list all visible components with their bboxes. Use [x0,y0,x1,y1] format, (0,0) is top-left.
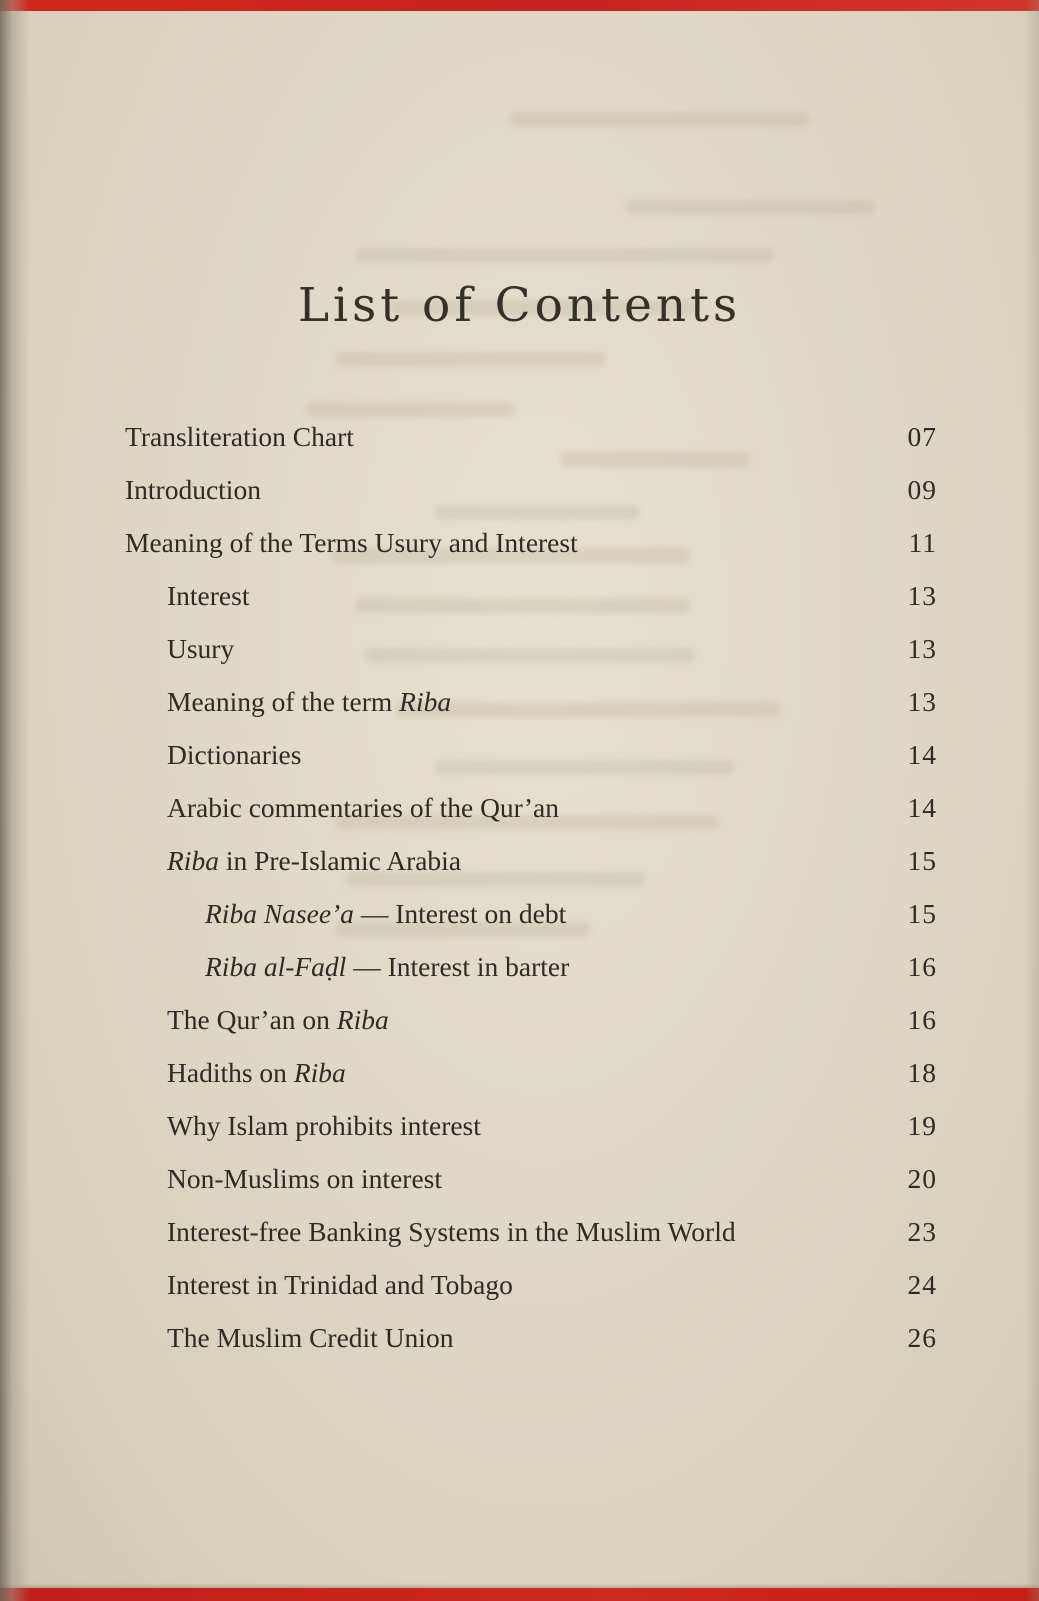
toc-entry-page-number: 20 [907,1163,937,1194]
scan-edge-top [0,0,1039,11]
toc-entry-text: Transliteration Chart [125,421,354,452]
toc-entry-text: Dictionaries [167,739,302,770]
toc-entry-page-number: 24 [907,1269,937,1300]
toc-entry [125,1003,937,1037]
toc-entry [125,1162,937,1196]
toc-entry [125,844,937,878]
toc-entry-page-number: 13 [907,633,937,664]
toc-entry-page-number: 16 [907,1004,937,1035]
toc-entry-page-number: 11 [908,527,937,558]
bleed-through-line [335,352,605,367]
toc-entry [125,950,937,984]
page-title: List of Contents [297,278,742,333]
toc-entry [125,579,937,613]
scan-edge-bottom [0,1588,1039,1601]
bleed-through-line [305,402,515,417]
toc-entry [125,1215,937,1249]
toc-entry-text: Interest in Trinidad and Tobago [167,1269,513,1300]
toc-entry-page-number: 16 [907,951,937,982]
toc-entry-page-number: 14 [907,739,937,770]
toc-entry [125,632,937,666]
toc-entry-text: Interest [167,580,250,611]
bleed-through-line [355,248,775,263]
toc-entry-text: Hadiths on Riba [167,1057,346,1088]
toc-entry-text: The Qur’an on Riba [167,1004,389,1035]
toc-entry [125,1109,937,1143]
toc-entry-text: Meaning of the term Riba [167,686,452,717]
scan-edge-right [1025,0,1039,1601]
toc-entry-page-number: 14 [907,792,937,823]
toc-entry-page-number: 23 [907,1216,937,1247]
toc-entry-text: Riba al-Faḍl — Interest in barter [205,951,570,982]
toc-entry-text: Non-Muslims on interest [167,1163,442,1194]
toc-entry-text: Arabic commentaries of the Qur’an [167,792,559,823]
toc-entry [125,791,937,825]
toc-entry-page-number: 15 [907,898,937,929]
contents-list [125,420,937,1374]
bleed-through-line [510,112,810,127]
toc-entry-text: Riba in Pre-Islamic Arabia [167,845,462,876]
scan-edge-left [0,0,30,1601]
toc-entry-page-number: 09 [907,474,937,505]
toc-entry [125,1268,937,1302]
toc-entry-text: The Muslim Credit Union [167,1322,454,1353]
toc-entry-text: Usury [167,633,235,664]
bleed-through-line [625,200,875,215]
toc-entry-page-number: 13 [907,580,937,611]
toc-entry-page-number: 07 [907,421,937,452]
toc-entry [125,420,937,454]
toc-entry-page-number: 26 [907,1322,937,1353]
toc-entry-page-number: 13 [907,686,937,717]
toc-entry-text: Why Islam prohibits interest [167,1110,481,1141]
toc-entry [125,526,937,560]
toc-entry [125,685,937,719]
toc-entry [125,738,937,772]
toc-entry-text: Riba Nasee’a — Interest on debt [205,898,567,929]
toc-entry-page-number: 15 [907,845,937,876]
toc-entry-text: Interest-free Banking Systems in the Muslim World [167,1216,736,1247]
toc-entry-page-number: 19 [907,1110,937,1141]
toc-entry-text: Meaning of the Terms Usury and Interest [125,527,578,558]
toc-entry [125,1056,937,1090]
toc-entry [125,1321,937,1355]
toc-entry [125,473,937,507]
toc-entry [125,897,937,931]
toc-entry-text: Introduction [125,474,261,505]
toc-entry-page-number: 18 [907,1057,937,1088]
